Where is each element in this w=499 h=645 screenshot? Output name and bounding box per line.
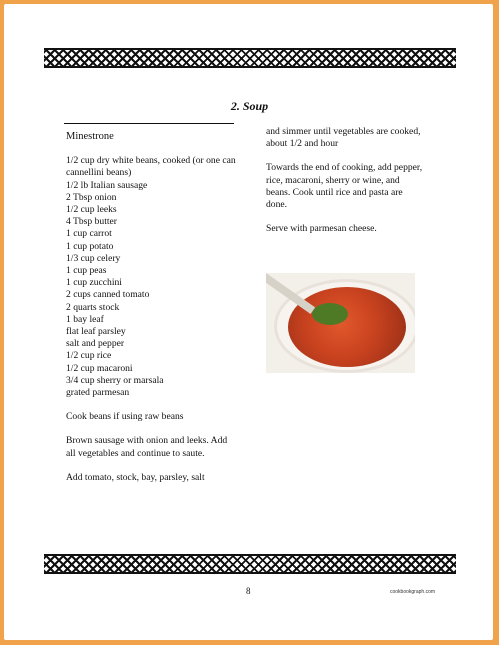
decorative-border-bottom: [44, 554, 456, 574]
ingredient-item: 1 bay leaf: [66, 313, 104, 325]
ingredient-item: 2 cups canned tomato: [66, 289, 150, 301]
decorative-border-top: [44, 48, 456, 68]
ingredient-item: 1 cup carrot: [66, 228, 112, 240]
step-paragraph: and simmer until vegetables are cooked, about 1/2 and hour: [266, 126, 421, 150]
right-column: [266, 126, 426, 235]
step-paragraph: Add tomato, stock, bay, parsley, salt: [66, 471, 205, 483]
ingredient-list: [66, 155, 238, 399]
ingredient-item: 1/2 cup macaroni: [66, 362, 133, 374]
ingredient-item: 3/4 cup sherry or marsala: [66, 374, 164, 386]
site-credit: cookbookgraph.com: [390, 589, 436, 595]
ingredient-item: 1/3 cup celery: [66, 252, 121, 264]
ingredient-item: 1/2 cup leeks: [66, 204, 117, 216]
soup-image: [288, 287, 406, 367]
step-paragraph: Brown sausage with onion and leeks. Add all vegetables and continue to saute.: [66, 435, 228, 459]
ingredient-item: 1/2 cup rice: [66, 350, 112, 362]
garnish-image: [312, 303, 348, 325]
ingredient-item: flat leaf parsley: [66, 326, 126, 338]
title-rule: [64, 123, 234, 124]
ingredient-item: 1 cup potato: [66, 240, 114, 252]
chapter-title: 2. Soup: [230, 99, 269, 113]
ingredient-item: salt and pepper: [66, 338, 125, 350]
ingredient-item: 1/2 lb Italian sausage: [66, 179, 148, 191]
ingredient-item: 2 Tbsp onion: [66, 191, 117, 203]
ingredient-item: 1 cup zucchini: [66, 277, 122, 289]
ingredient-item: 1 cup peas: [66, 265, 107, 277]
ingredient-item: 4 Tbsp butter: [66, 216, 117, 228]
step-paragraph: Towards the end of cooking, add pepper, rice, macaroni, sherry or wine, and beans. Cook until rice and pasta are done.: [266, 162, 423, 211]
left-column: [66, 131, 238, 484]
soup-photo: [266, 273, 415, 373]
ingredient-item: 1/2 cup dry white beans, cooked (or one can cannellini beans): [66, 155, 236, 179]
ingredient-item: grated parmesan: [66, 387, 130, 399]
step-paragraph: Cook beans if using raw beans: [66, 411, 184, 423]
ingredient-item: 2 quarts stock: [66, 301, 120, 313]
step-paragraph: Serve with parmesan cheese.: [266, 223, 377, 235]
page-number: 8: [246, 586, 251, 596]
recipe-name: Minestrone: [66, 131, 114, 142]
